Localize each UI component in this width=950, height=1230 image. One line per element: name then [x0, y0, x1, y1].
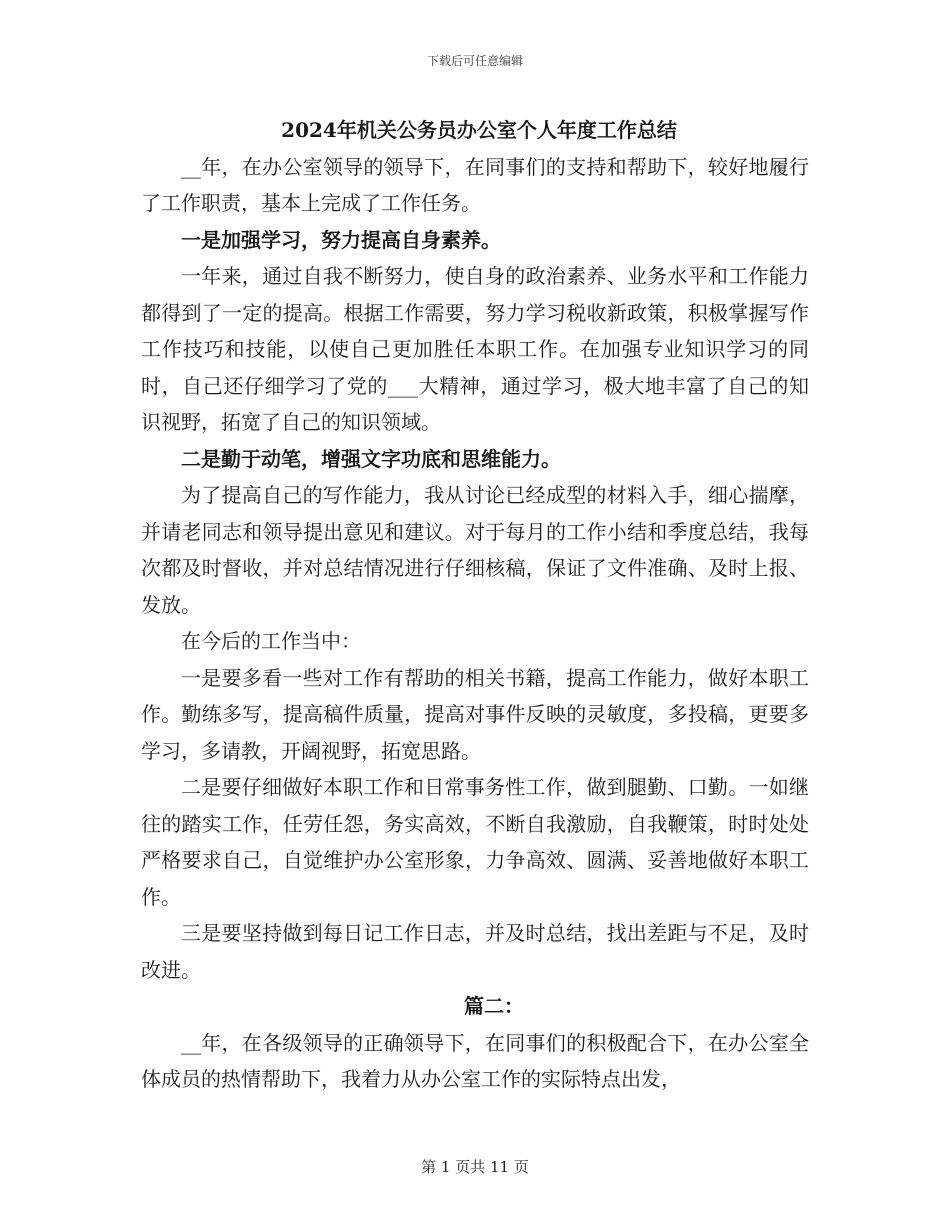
paragraph: 二是要仔细做好本职工作和日常事务性工作，做到腿勤、口勤。一如继往的踏实工作，任劳任怨，务实高效，不断自我激励，自我鞭策，时时处处严格要求自己，自觉维护办公室形象，力争高效、圆满、妥善地做好本职工作。: [141, 775, 809, 909]
paragraph: 一是要多看一些对工作有帮助的相关书籍，提高工作能力，做好本职工作。勤练多写，提高稿件质量，提高对事件反映的灵敏度，多投稿，更要多学习，多请教，开阔视野，拓宽思路。: [141, 665, 809, 763]
paragraph: 在今后的工作当中：: [181, 629, 361, 653]
paragraph: 为了提高自己的写作能力，我从讨论已经成型的材料入手，细心揣摩，并请老同志和领导提出意见和建议。对于每月的工作小结和季度总结，我每次都及时督收，并对总结情况进行仔细核稿，保证了文件准确、及时上报、发放。: [141, 483, 809, 617]
document-title: 2024年机关公务员办公室个人年度工作总结: [281, 118, 677, 142]
section-heading: 二是勤于动笔，增强文字功底和思维能力。: [181, 446, 561, 471]
section-heading: 一是加强学习，努力提高自身素养。: [181, 227, 501, 252]
paragraph: 三是要坚持做到每日记工作日志，并及时总结，找出差距与不足，及时改进。: [141, 921, 809, 982]
document-body: [141, 112, 809, 1098]
page-header-note: 下载后可任意编辑: [426, 54, 523, 68]
part-heading: 篇二：: [464, 994, 524, 1018]
paragraph: __年，在各级领导的正确领导下，在同事们的积极配合下，在办公室全体成员的热情帮助下，我着力从办公室工作的实际特点出发，: [141, 1030, 809, 1091]
paragraph: __年，在办公室领导的领导下，在同事们的支持和帮助下，较好地履行了工作职责，基本上完成了工作任务。: [141, 154, 809, 215]
page-footer-number: 第 1 页共 11 页: [421, 1158, 529, 1176]
paragraph: 一年来，通过自我不断努力，使自身的政治素养、业务水平和工作能力都得到了一定的提高。根据工作需要，努力学习税收新政策，积极掌握写作工作技巧和技能，以使自己更加胜任本职工作。在加强专业知识学习的同时，自己还仔细学习了党的___大精神，通过学习，极大地丰富了自己的知识视野，拓宽了自己的知识领域。: [141, 264, 809, 434]
